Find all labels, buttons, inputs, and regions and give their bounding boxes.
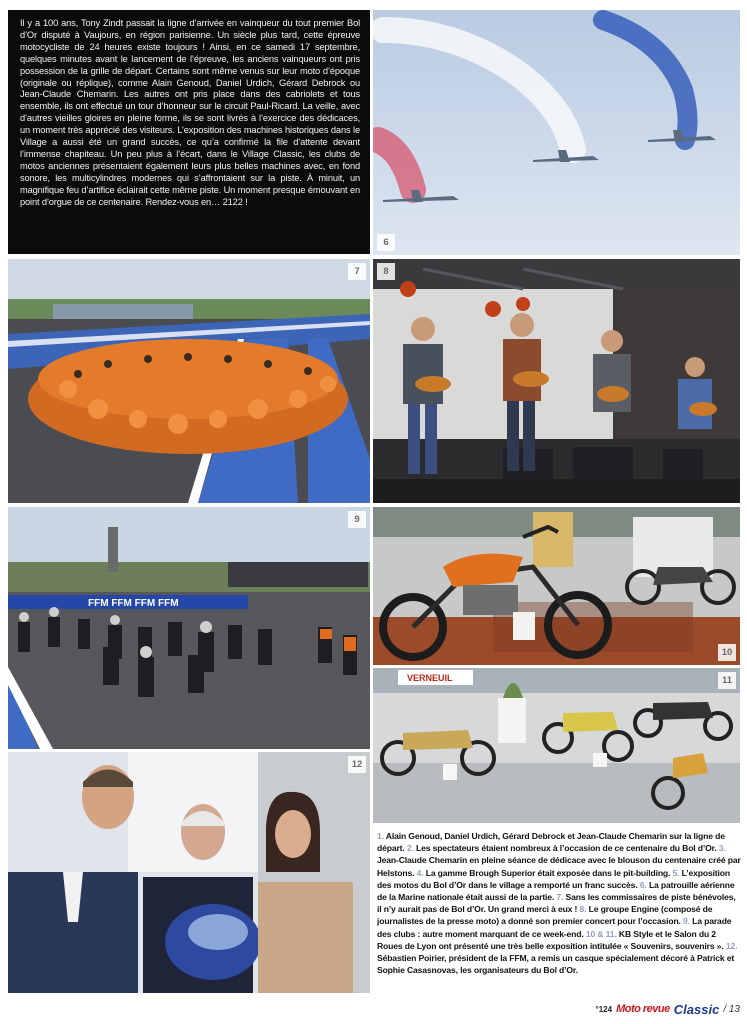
photo-9-club-parade xyxy=(8,507,370,749)
page-footer xyxy=(580,1000,740,1018)
magazine-logo-moto: Moto revue xyxy=(616,1003,670,1015)
photo-10-orange-motorcycle xyxy=(373,507,740,665)
photo-7-marshals xyxy=(8,259,370,503)
issue-number: °124 xyxy=(595,1004,613,1014)
photo-8-band-concert xyxy=(373,259,740,503)
caption-text: Alain Genoud, Daniel Urdich, Gérard Debrock et Jean-Claude Chemarin sur la ligne de départ. xyxy=(377,831,725,854)
page-number: / 13 xyxy=(723,1003,740,1015)
caption-number: 12. xyxy=(725,940,738,951)
photo-11-souvenirs-exhibition xyxy=(373,668,740,823)
photo-number: 6 xyxy=(377,234,395,251)
photo-number: 9 xyxy=(348,511,366,528)
caption-number: 10 & 11. xyxy=(585,928,617,939)
photo-6-air-patrol xyxy=(373,10,740,255)
caption-text: Jean-Claude Chemarin en pleine séance de dédicace avec le blouson du centenaire créé par Helstons. xyxy=(377,855,741,878)
caption-number: 1. xyxy=(377,831,384,841)
magazine-logo-classic: Classic xyxy=(673,1001,720,1017)
caption-number: 2. xyxy=(406,843,414,854)
caption-number: 7. xyxy=(556,892,564,903)
caption-text: Sans les commissaires de piste bénévoles, il n’y aurait pas de Bol d’Or. Un grand merci à eux ! xyxy=(377,892,736,915)
caption-number: 8. xyxy=(579,904,587,915)
caption-number: 5. xyxy=(672,867,680,878)
photo-number: 10 xyxy=(718,644,736,661)
photo-12-helmet-presentation xyxy=(8,752,370,993)
caption-text: La patrouille aérienne de la Marine nationale était aussi de la partie. xyxy=(377,879,735,903)
caption-number: 3. xyxy=(718,843,726,854)
photo-captions xyxy=(377,830,742,990)
caption-text: Les spectateurs étaient nombreux à l’occasion de ce centenaire du Bol d’Or. xyxy=(415,843,717,854)
caption-text: Sébastien Poirier, président de la FFM, a remis un casque spécialement décoré à Patrick et Sophie Casasnovas, les organisateurs du Bol d’Or. xyxy=(377,953,735,976)
caption-number: 9. xyxy=(683,916,690,927)
caption-text: KB Style et le Salon du 2 Roues de Lyon ont présenté une très belle exposition intitulée « Souvenirs, souvenirs ». xyxy=(377,928,724,951)
photo-number: 12 xyxy=(348,756,366,773)
ffm-banner: FFM FFM FFM FFM xyxy=(88,598,179,609)
photo-number: 7 xyxy=(348,263,366,280)
caption-text: Le groupe Engine (composé de journalistes de la presse moto) a donné son premier concert pour l’occasion. xyxy=(377,904,713,927)
photo-number: 8 xyxy=(377,263,395,280)
caption-number: 4. xyxy=(416,867,424,878)
caption-text: La gamme Brough Superior était exposée dans le pit-building. xyxy=(425,867,671,878)
caption-number: 6. xyxy=(639,879,647,890)
caption-text: L’exposition des motos du Bol d’Or dans le village a remporté un franc succès. xyxy=(377,867,730,890)
verneuil-sign: VERNEUIL xyxy=(407,673,453,683)
intro-text: Il y a 100 ans, Tony Zindt passait la ligne d’arrivée en vainqueur du tout premier Bol d’Or disputé à Vaujours, en région parisienne. Un siècle plus tard, cette épreuve motocycliste de 24 heures existe toujours ! Ainsi, en ce samedi 17 septembre, quelques minutes avant le lancement de l’épreuve, les anciens vainqueurs ont pris possession de la grille de départ. Certains sont même venus sur leur moto d’époque (originale ou réplique), comme Alain Genoud, Daniel Urdich, Gérard Debrock ou Jean-Claude Chemarin. Les autres ont pris place dans des cabriolets et tous ensemble, ils ont effectué un tour d’honneur sur le circuit Paul-Ricard. La veille, avec d’autres vieilles gloires en pleine forme, ils se sont livrés à l’exercice des dédicaces, un moment très apprécié des visiteurs. L’exposition des machines historiques dans le Village a aussi été un grand succès, ce qu’a confirmé la file d’attente devant l’immense chapiteau. Un peu plus à l’écart, dans le Village Classic, les clubs de motos anciennes présentaient également leurs plus belles machines avec, en fond sonore, les multicylindres modernes qui s’affrontaient sur la piste. À minuit, un magnifique feu d’artifice éclairait cette même piste. Un moment presque émouvant en point d’orgue de ce centenaire. Rendez-vous en… 2122 ! xyxy=(8,10,370,254)
photo-number: 11 xyxy=(718,672,736,689)
caption-text: La parade des clubs : autre moment marquant de ce week-end. xyxy=(377,916,732,939)
